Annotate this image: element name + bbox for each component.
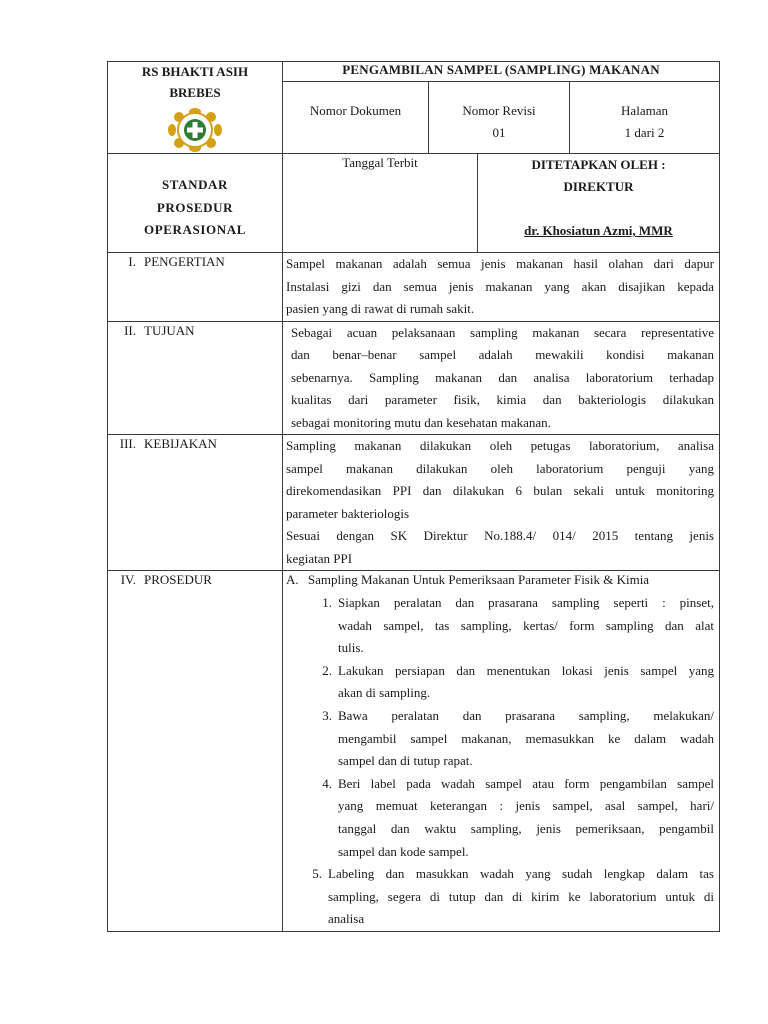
prosedur-item-line: Lakukan persiapan dan menentukan lokasi jenis sampel yang xyxy=(338,662,714,678)
pengertian-line: Instalasi gizi dan semua jenis makanan yang akan disajikan kepada xyxy=(286,278,714,294)
halaman-label: Halaman xyxy=(621,102,668,118)
tujuan-line: dan benar–benar sampel adalah mewakili kondisi makanan xyxy=(291,347,714,362)
kebijakan-content xyxy=(283,435,720,571)
kebijakan-line: direkomendasikan PPI dan dilakukan 6 bulan sekali untuk monitoring xyxy=(286,483,714,498)
prosedur-item xyxy=(308,773,714,863)
section-tujuan xyxy=(108,321,720,435)
header-table xyxy=(107,61,720,154)
section-title: PROSEDUR xyxy=(144,572,212,587)
section-title: TUJUAN xyxy=(144,322,195,338)
tujuan-line: kualitas dari parameter fisik, kimia dan bakteriologis dilakukan xyxy=(291,392,714,407)
section-label-kebijakan xyxy=(108,435,283,571)
sop-label-line1: STANDAR xyxy=(161,177,229,192)
tujuan-line: sebenarnya. Sampling makanan dan analisa laboratorium terhadap xyxy=(291,369,714,385)
prosedur-item-line: wadah sampel, tas sampling, kertas/ form sampling dan alat xyxy=(338,617,714,633)
prosedur-item xyxy=(308,660,714,705)
hospital-name-line1: RS BHAKTI ASIH xyxy=(141,64,249,79)
nomor-revisi-value: 01 xyxy=(492,124,506,140)
sop-label xyxy=(108,154,283,253)
hospital-name xyxy=(108,61,282,103)
section-label-prosedur xyxy=(108,571,283,932)
section-num: III. xyxy=(119,436,136,451)
section-label-pengertian xyxy=(108,253,283,322)
nomor-dokumen-label: Nomor Dokumen xyxy=(309,102,402,118)
tujuan-content xyxy=(283,321,720,435)
section-title: PENGERTIAN xyxy=(144,254,225,269)
pengertian-line: pasien yang di rawat di rumah sakit. xyxy=(286,301,475,316)
section-num: IV. xyxy=(120,572,136,587)
direktur-label: DIREKTUR xyxy=(563,179,634,194)
prosedur-item xyxy=(308,705,714,773)
prosedur-item-num: 5. xyxy=(312,866,322,882)
prosedur-heading-letter: A. xyxy=(286,572,299,587)
hospital-name-line2: BREBES xyxy=(169,85,221,100)
prosedur-item-line: mengambil sampel makanan, memasukkan ke dalam wadah xyxy=(338,730,714,746)
prosedur-item-line: yang memuat keterangan : jenis sampel, asal sampel, hari/ xyxy=(338,798,714,814)
prosedur-item-line: tanggal dan waktu sampling, jenis pemeriksaan, pengambil xyxy=(338,820,714,836)
nomor-dokumen-cell xyxy=(283,81,429,153)
tanggal-terbit-cell xyxy=(283,154,478,253)
prosedur-item xyxy=(298,863,714,931)
section-num: II. xyxy=(124,322,136,338)
pengertian-content xyxy=(283,253,720,322)
prosedur-item-num: 3. xyxy=(322,707,332,723)
prosedur-heading-text: Sampling Makanan Untuk Pemeriksaan Parameter Fisik & Kimia xyxy=(307,572,650,587)
ditetapkan-label: DITETAPKAN OLEH : xyxy=(531,157,666,172)
doc-title: PENGAMBILAN SAMPEL (SAMPLING) MAKANAN xyxy=(283,62,720,82)
tujuan-line: Sebagai acuan pelaksanaan sampling makanan secara representative xyxy=(291,324,714,340)
prosedur-item-line: akan di sampling. xyxy=(338,685,431,701)
section-label-tujuan xyxy=(108,321,283,435)
prosedur-heading xyxy=(286,571,714,588)
kebijakan-line: Sesuai dengan SK Direktur No.188.4/ 014/ 2015 tentang jenis xyxy=(286,528,714,543)
tujuan-line: sebagai monitoring mutu dan kesehatan makanan. xyxy=(291,414,551,430)
nomor-revisi-cell xyxy=(429,81,570,153)
kebijakan-line: sampel makanan dilakukan oleh laboratorium penguji yang xyxy=(286,460,714,476)
prosedur-item-num: 2. xyxy=(322,662,332,678)
kebijakan-line: parameter bakteriologis xyxy=(286,505,410,521)
prosedur-item-line: Beri label pada wadah sampel atau form pengambilan sampel xyxy=(338,775,714,791)
sop-table xyxy=(107,153,720,253)
hospital-cell xyxy=(108,62,283,154)
prosedur-item-num: 1. xyxy=(322,595,332,610)
section-title: KEBIJAKAN xyxy=(144,436,217,451)
direktur-name: dr. Khosiatun Azmi, MMR xyxy=(524,223,673,238)
halaman-value: 1 dari 2 xyxy=(624,124,665,140)
tanggal-terbit-label: Tanggal Terbit xyxy=(342,155,418,170)
sop-label-line3: OPERASIONAL xyxy=(144,222,246,237)
section-num: I. xyxy=(128,254,136,269)
nomor-revisi-label: Nomor Revisi xyxy=(462,102,536,118)
prosedur-item-num: 4. xyxy=(322,775,332,791)
kebijakan-line: Sampling makanan dilakukan oleh petugas laboratorium, analisa xyxy=(286,438,714,453)
prosedur-item xyxy=(308,592,714,660)
halaman-cell xyxy=(570,81,720,153)
prosedur-item-line: analisa xyxy=(328,911,365,927)
prosedur-item-line: sampling, segera di tutup dan di kirim ke laboratorium untuk di xyxy=(328,888,714,904)
pengertian-line: Sampel makanan adalah semua jenis makanan hasil olahan dari dapur xyxy=(286,256,714,271)
section-kebijakan xyxy=(108,435,720,571)
section-prosedur xyxy=(108,571,720,932)
prosedur-item-line: sampel dan di tutup rapat. xyxy=(338,753,473,769)
prosedur-content xyxy=(283,571,720,932)
hospital-logo xyxy=(167,107,223,153)
prosedur-item-line: Labeling dan masukkan wadah yang sudah lengkap dalam tas xyxy=(328,866,714,882)
sop-label-line2: PROSEDUR xyxy=(156,199,234,215)
prosedur-item-line: tulis. xyxy=(338,640,364,656)
sop-body-table xyxy=(107,252,720,932)
prosedur-item-line: Bawa peralatan dan prasarana sampling, melakukan/ xyxy=(338,707,714,723)
ditetapkan-cell xyxy=(478,154,720,253)
section-pengertian xyxy=(108,253,720,322)
prosedur-item-line: sampel dan kode sampel. xyxy=(338,843,469,859)
kebijakan-line: kegiatan PPI xyxy=(286,550,353,566)
prosedur-item-line: Siapkan peralatan dan prasarana sampling seperti : pinset, xyxy=(338,595,714,610)
